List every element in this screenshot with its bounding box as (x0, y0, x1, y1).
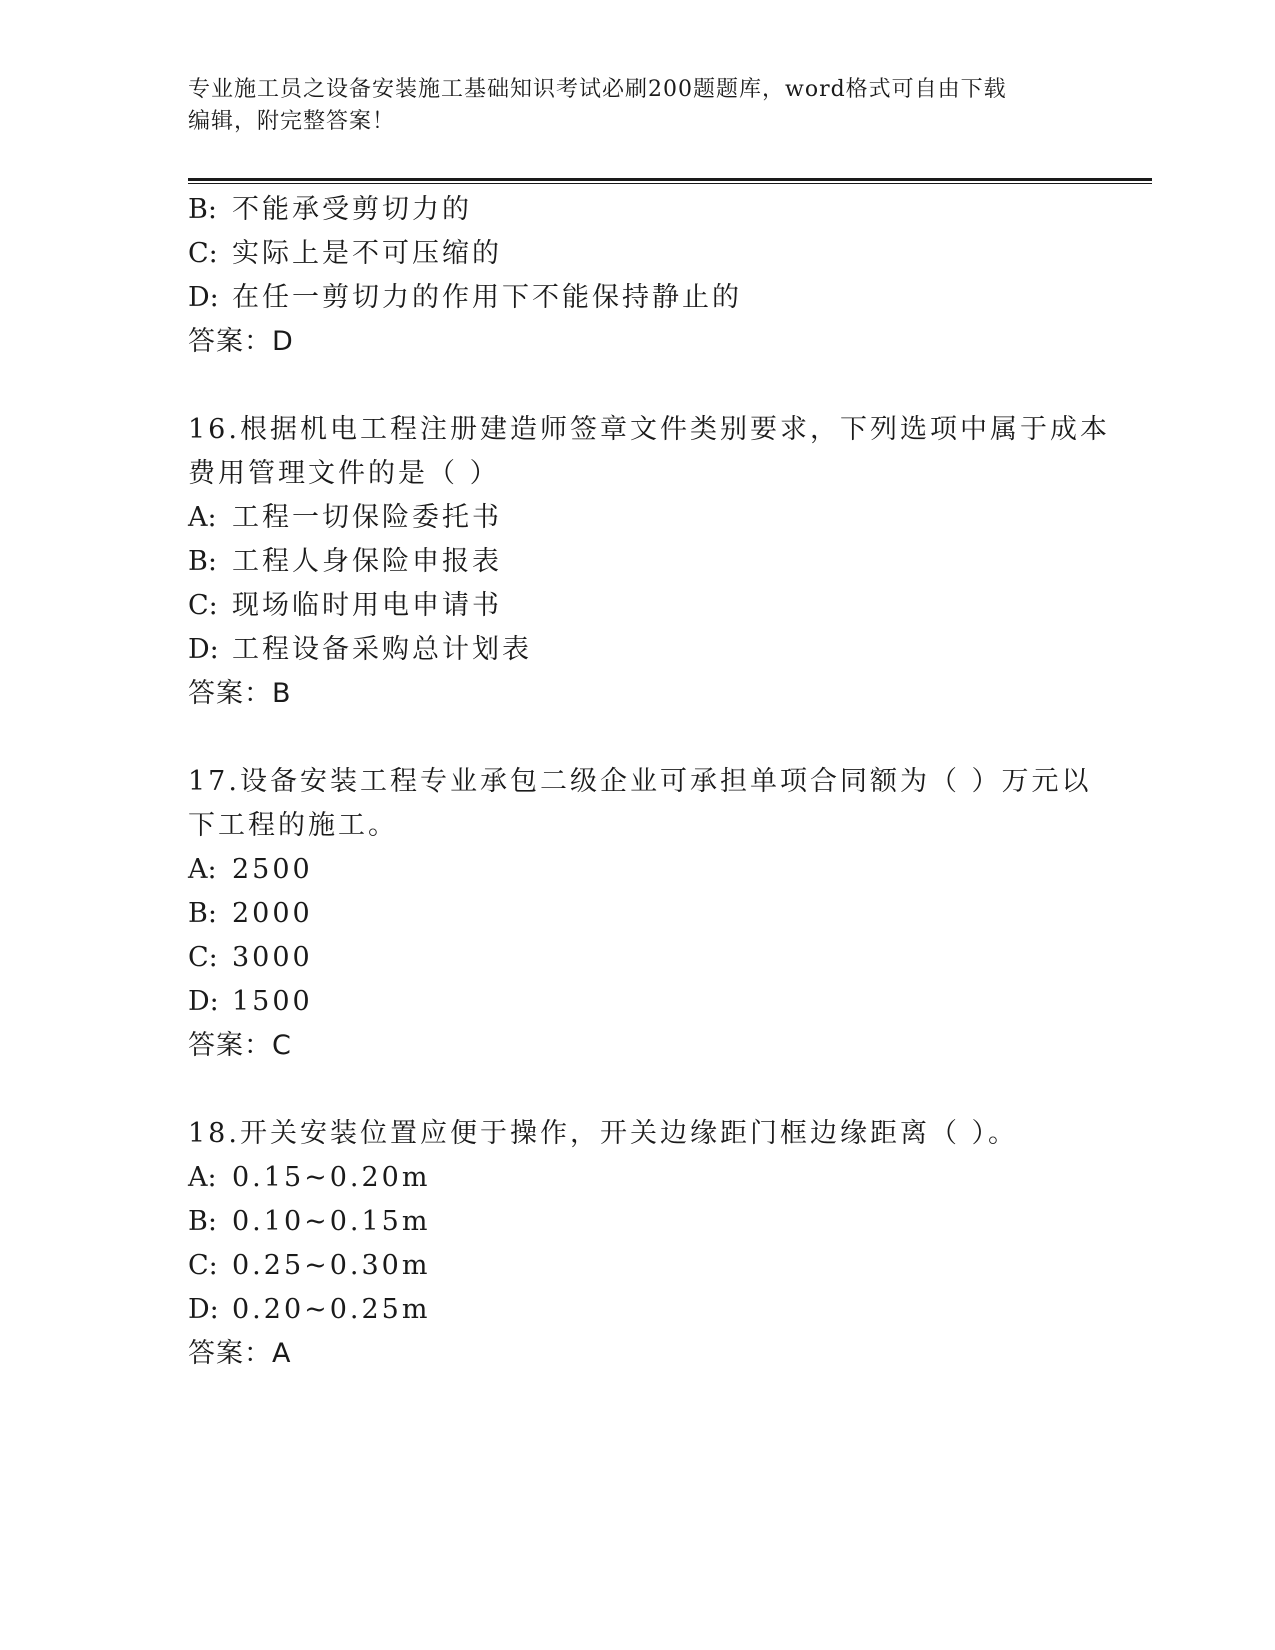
option-text: 现场临时用电申请书 (232, 590, 502, 621)
option-label: B: (188, 1206, 217, 1237)
q17-option-a (188, 852, 313, 888)
q16-option-b (188, 544, 502, 580)
option-label: B: (188, 898, 217, 929)
option-text: 0.20~0.25m (232, 1294, 431, 1325)
prev-answer: 答案：D (188, 326, 294, 357)
header-divider-thin (188, 183, 1152, 184)
q17-option-c (188, 940, 313, 976)
q18-text-line-1: 18.开关安装位置应便于操作，开关边缘距门框边缘距离（ ）。 (188, 1118, 1019, 1149)
option-text: 0.25~0.30m (232, 1250, 431, 1281)
option-text: 0.10~0.15m (232, 1206, 431, 1237)
option-label: C: (188, 238, 218, 269)
option-label: C: (188, 1250, 218, 1281)
option-label: D: (188, 986, 219, 1017)
q17-option-b (188, 896, 313, 932)
header-line-1: 专业施工员之设备安装施工基础知识考试必刷200题题库，word格式可自由下载 (188, 77, 1007, 102)
option-label: B: (188, 194, 217, 225)
option-text: 1500 (232, 986, 313, 1017)
prev-option-c (188, 236, 502, 272)
q16-option-c (188, 588, 502, 624)
q18-answer: 答案：A (188, 1338, 292, 1369)
q17-text-line-1: 17.设备安装工程专业承包二级企业可承担单项合同额为（ ）万元以 (188, 766, 1092, 797)
option-label: A: (188, 1162, 217, 1193)
option-text: 工程设备采购总计划表 (232, 634, 532, 665)
option-text: 在任一剪切力的作用下不能保持静止的 (232, 282, 742, 313)
header-line-2: 编辑，附完整答案！ (188, 109, 396, 134)
option-text: 2500 (232, 854, 313, 885)
option-text: 3000 (232, 942, 313, 973)
option-text: 工程一切保险委托书 (232, 502, 502, 533)
header-divider-thick (188, 178, 1152, 181)
q18-option-d (188, 1292, 430, 1328)
prev-option-b (188, 192, 472, 228)
prev-option-d (188, 280, 742, 316)
q17-text-line-2: 下工程的施工。 (188, 810, 398, 841)
q18-option-a (188, 1160, 430, 1196)
option-text: 实际上是不可压缩的 (232, 238, 502, 269)
q17-option-d (188, 984, 313, 1020)
document-header (188, 74, 1068, 138)
q16-text-line-2: 费用管理文件的是（ ） (188, 458, 500, 489)
q16-answer: 答案：B (188, 678, 292, 709)
option-label: A: (188, 502, 217, 533)
option-text: 工程人身保险申报表 (232, 546, 502, 577)
option-text: 不能承受剪切力的 (232, 194, 472, 225)
option-text: 2000 (232, 898, 313, 929)
option-label: C: (188, 942, 218, 973)
q16-option-d (188, 632, 532, 668)
option-text: 0.15~0.20m (232, 1162, 431, 1193)
option-label: C: (188, 590, 218, 621)
option-label: B: (188, 546, 217, 577)
option-label: D: (188, 634, 219, 665)
q17-answer: 答案：C (188, 1030, 292, 1061)
option-label: D: (188, 1294, 219, 1325)
q16-text-line-1: 16.根据机电工程注册建造师签章文件类别要求，下列选项中属于成本 (188, 414, 1110, 445)
q18-option-c (188, 1248, 430, 1284)
q16-option-a (188, 500, 502, 536)
q18-option-b (188, 1204, 430, 1240)
option-label: A: (188, 854, 217, 885)
option-label: D: (188, 282, 219, 313)
